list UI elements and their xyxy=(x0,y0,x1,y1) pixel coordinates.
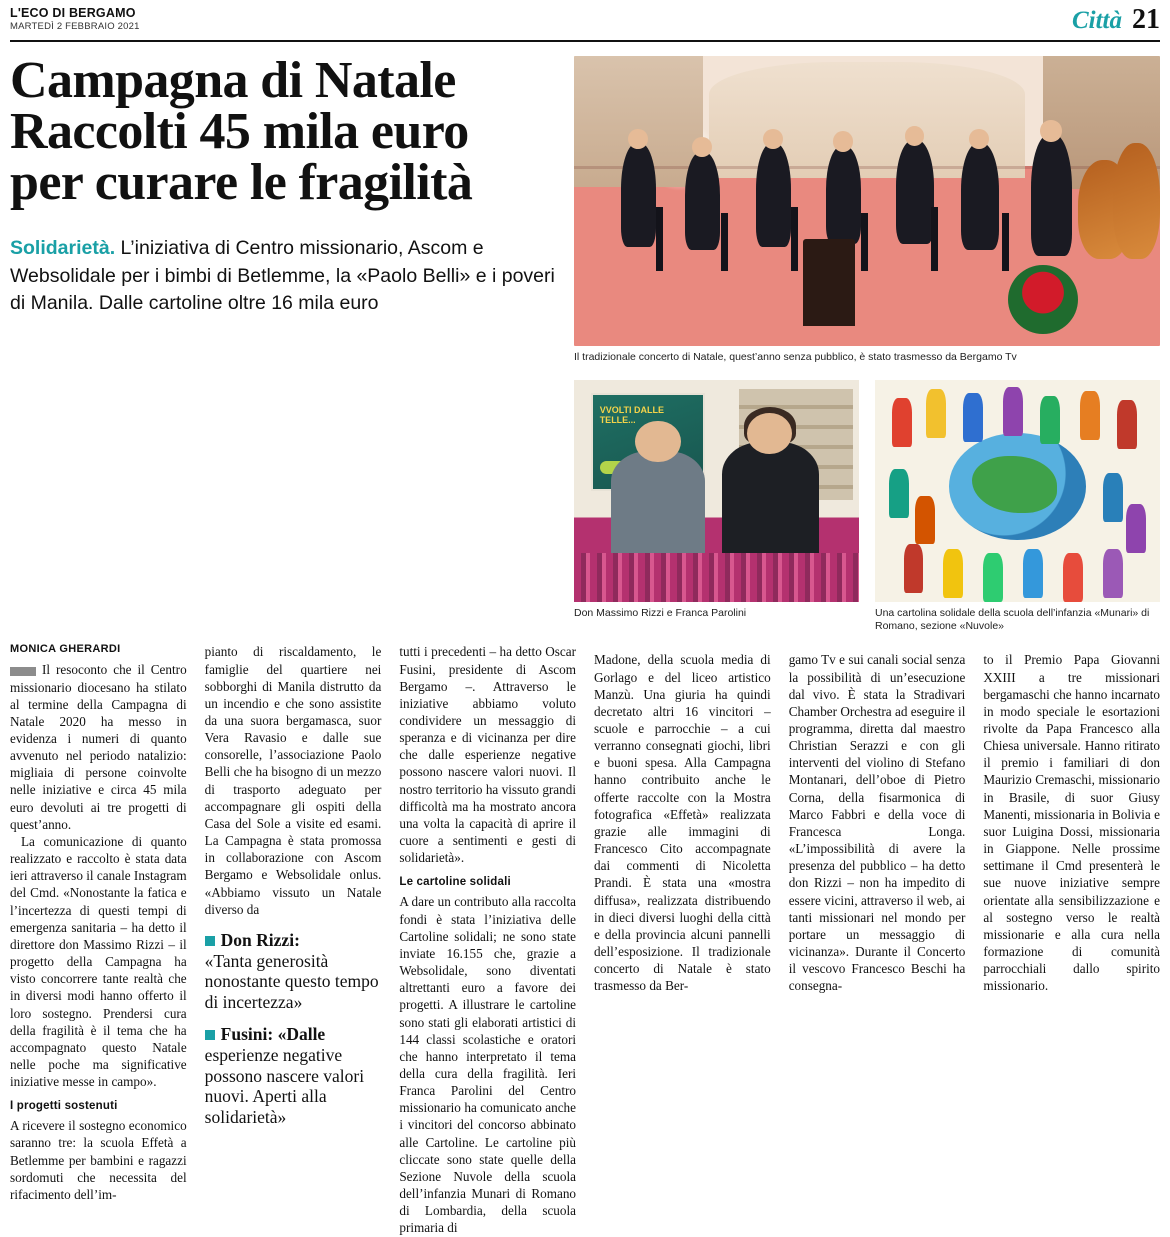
section-title: Città xyxy=(1071,6,1122,34)
child-figure xyxy=(1103,549,1123,598)
masthead-rule xyxy=(10,40,1160,42)
paragraph: La comunicazione di quanto realizzato e raccolto è stata data ieri attraverso il canale Instagram del Cmd. «Nonostante la fatica e l’incertezza di questi tempi di emergenza sanitaria – ha detto il direttore don Massimo Rizzi – il progetto della Campagna ha visto concorrere tante realtà che in diversi modi hanno offerto il loro sostegno. Prendersi cura della fragilità è il tema che ha accompagnato questo Natale nelle poche ma significative iniziative messe in campo». xyxy=(10,833,187,1090)
article-standfirst xyxy=(10,235,558,318)
child-figure xyxy=(915,496,935,545)
paragraph: A dare un contributo alla raccolta fondi è stata l’iniziativa delle Cartoline solidali; ne sono state inviate 16.155 che, grazie a Websolidale, sono diventati altrettanti euro a favore dei progetti. A illustrare le cartoline sono stati gli elaborati artistici di 144 classi scolastiche e oratori che hanno interpretato il tema della cura della fragilità. Ieri Franca Parolini del Centro missionario ha comunicato anche i vincitori del concorso abbinato alle Cartoline. Le cartoline più cliccate sono state quelle della Sezione Nuvole della scuola dell’infanzia Munari di Romano di Lombardia, della scuola primaria di xyxy=(399,894,577,1236)
body-column-1 xyxy=(10,643,187,1236)
paragraph: tutti i precedenti – ha detto Oscar Fusini, presidente di Ascom Bergamo –. Attraverso le iniziative abbiamo voluto condividere un messaggio di speranza e di vicinanza per dire che dalle esperienze negative possono nascere valori nuovi. Il nostro territorio ha vissuto grandi difficoltà ma ha mostrato ancora una volta la capacità di aprire il cuore a sentimenti e gesti di solidarietà». xyxy=(399,644,577,866)
paragraph: Madone, della scuola media di Gorlago e del liceo artistico Manzù. Una giuria ha quindi decretato altri 16 vincitori – scuole e parrocchie – a cui verranno consegnati giochi, libri e buoni spesa. Alla Campagna hanno contribuito anche le offerte raccolte con la Mostra fotografica «Effetà» realizzata grazie alle immagini di Francesco Cito accompagnate dai commenti di Nicoletta Prandi. È stata una «mostra diffusa», realizzata distribuendo in dieci diversi luoghi della città e della provincia alcuni pannelli dell’esposizione. Il tradizionale concerto di Natale è stato trasmesso da Ber- xyxy=(594,652,771,994)
pullquote-text: «Tanta generosità nonostante questo tempo di incertezza» xyxy=(204,950,379,1012)
secondary-photos xyxy=(574,380,1160,633)
child-figure xyxy=(1040,396,1060,445)
concerto-natale-photo xyxy=(574,56,1160,346)
subheading-progetti: I progetti sostenuti xyxy=(10,1100,118,1113)
musician-head xyxy=(905,126,925,146)
masthead xyxy=(10,0,1160,38)
headline-line-3: per curare le fragilità xyxy=(10,153,473,211)
subheading-cartoline: Le cartoline solidali xyxy=(399,876,511,889)
body-column-4 xyxy=(594,643,771,1236)
masthead-right xyxy=(1072,6,1160,34)
child-figure xyxy=(943,549,963,598)
article-body xyxy=(10,643,1160,1236)
musician xyxy=(621,143,656,247)
child-figure xyxy=(1117,400,1137,449)
woman-head xyxy=(747,413,792,454)
music-stand xyxy=(861,213,868,271)
music-stand xyxy=(656,207,663,271)
photo-c-image xyxy=(875,380,1160,602)
paragraph: gamo Tv e sui canali social senza la possibilità di un’esecuzione dal vivo. È stata la Stradivari Chamber Orchestra ad eseguire il programma, diretta dal maestro Christian Serazzi e con gli interventi del violino di Stefano Montanari, dell’oboe di Pietro Corna, della fisarmonica di Marco Fabbri e della voce di Francesca Longa. «L’impossibilità di avere la presenza del pubblico – ha detto don Rizzi – non ha impedito di essere vicini, attraverso il web, ai tanti missionari nel mondo per portare un messaggio di vicinanza». Durante il Concerto il vescovo Francesco Beschi ha consegna- xyxy=(788,652,966,994)
body-column-6 xyxy=(983,643,1160,1236)
photo-column xyxy=(574,56,1160,633)
musician xyxy=(826,146,861,245)
musician-head xyxy=(969,129,989,149)
paragraph: pianto di riscaldamento, le famiglie del quartiere nei sobborghi di Manila distrutto da un incendio e che sono assistite da una suora bergamasca, suor Vera Ravasio e dalle sue consorelle, l’associazione Paolo Belli che ha bisogno di un mezzo di trasporto adeguato per accompagnare gli ospiti della Casa del Sole a visite ed esami. La Campagna è stata promossa in collaborazione con Ascom Bergamo e Websolidale onlus. «Abbiamo vissuto un Natale diverso da xyxy=(204,644,382,917)
music-stand xyxy=(1002,213,1009,271)
child-figure xyxy=(889,469,909,518)
masthead-left xyxy=(10,6,140,33)
children-drawing-illustration xyxy=(875,380,1160,602)
poinsettia-plant xyxy=(1008,265,1078,335)
body-column-3 xyxy=(399,643,576,1236)
body-column-5 xyxy=(789,643,966,1236)
column-spacer xyxy=(789,643,966,651)
child-figure xyxy=(1063,553,1083,602)
pullquote-don-rizzi xyxy=(205,930,382,1013)
table-cloth xyxy=(574,553,859,602)
photo-b-image xyxy=(574,380,859,602)
publication-date: MARTEDÌ 2 FEBBRAIO 2021 xyxy=(10,21,140,33)
paragraph xyxy=(10,661,187,833)
orchestra-illustration xyxy=(574,56,1160,346)
headline-line-1: Campagna di Natale xyxy=(10,52,456,109)
pullquote-fusini xyxy=(205,1024,382,1127)
musician xyxy=(1031,134,1072,256)
double-bass xyxy=(1113,143,1160,259)
musician-head xyxy=(628,129,648,149)
paragraph: A ricevere il sostegno economico saranno tre: la scuola Effetà a Betlemme per bambini e ragazzi sordomuti che necessita del rifacimento dell’im- xyxy=(10,1118,187,1202)
photo-b-caption: Don Massimo Rizzi e Franca Parolini xyxy=(574,607,747,620)
main-photo-caption: Il tradizionale concerto di Natale, quest’anno senza pubblico, è stato trasmesso da Bergamo Tv xyxy=(574,351,1017,363)
column-spacer xyxy=(594,643,771,651)
poster-text: VVOLTI DALLE TELLE... xyxy=(599,404,665,426)
child-figure xyxy=(1023,549,1043,598)
child-figure xyxy=(892,398,912,447)
child-figure xyxy=(1126,504,1146,553)
cartolina-solidale-photo xyxy=(875,380,1160,633)
column-spacer xyxy=(983,643,1160,651)
musician xyxy=(685,152,720,251)
child-figure xyxy=(1003,387,1023,436)
music-stand xyxy=(721,213,728,271)
pullquote-speaker: Don Rizzi: xyxy=(220,929,300,950)
headline-line-2: Raccolti 45 mila euro xyxy=(10,102,469,160)
article-byline: MONICA GHERARDI xyxy=(10,643,121,656)
floor-line xyxy=(574,166,1160,169)
portrait-illustration xyxy=(574,380,859,602)
article-headline xyxy=(10,52,558,211)
pullquote-text: esperienze negative possono nascere valori nuovi. Aperti alla solidarietà» xyxy=(204,1045,365,1127)
paragraph-text: Il resoconto che il Centro missionario diocesano ha stilato al termine della Campagna di Natale 2020 ha messo in evidenza i numeri di quanto avvenuto nel periodo natalizio: migliaia di persone coinvolte nelle iniziative e circa 45 mila euro devoluti ai tre progetti di quest’anno. xyxy=(10,662,187,832)
headline-column xyxy=(10,52,558,633)
musician xyxy=(896,140,934,244)
musician-head xyxy=(1040,120,1061,142)
photo-c-caption: Una cartolina solidale della scuola dell’infanzia «Munari» di Romano, sezione «Nuvole» xyxy=(875,607,1150,633)
man-head xyxy=(635,421,680,462)
chair xyxy=(803,239,856,326)
body-column-2 xyxy=(205,643,382,1236)
paper-title: L'ECO DI BERGAMO xyxy=(10,6,136,20)
pullquote-speaker: Fusini: «Dalle xyxy=(220,1024,326,1045)
music-stand xyxy=(791,207,798,271)
don-rizzi-parolini-photo xyxy=(574,380,859,633)
top-section xyxy=(10,52,1160,633)
child-figure xyxy=(1103,473,1123,522)
pullquote-bullet-icon xyxy=(205,936,215,946)
child-figure xyxy=(983,553,1003,602)
music-stand xyxy=(931,207,938,271)
child-figure xyxy=(1080,391,1100,440)
child-figure xyxy=(963,393,983,442)
paragraph: to il Premio Papa Giovanni XXIII a tre missionari bergamaschi che hanno incarnato in modo speciale le esortazioni rivolte da Papa Francesco alla Chiesa universale. Hanno ritirato il premio i familiari di don Maurizio Cremaschi, missionario in Brasile, di suor Giusy Manenti, missionaria in Bolivia e suor Luigina Dossi, missionaria in Giappone. Nelle prossime settimane il Cmd presenterà le sue nuove iniziative sempre orientate alla sensibilizzazione e al sostegno verso le realtà missionarie e alla cura nella formazione di comunità parrocchiali dallo spirito missionario. xyxy=(983,652,1161,994)
musician-head xyxy=(833,131,853,151)
musician xyxy=(756,143,791,247)
standfirst-text: L’iniziativa di Centro missionario, Ascom e Websolidale per i bimbi di Betlemme, la «Paolo Belli» e i poveri di Manila. Dalle cartoline oltre 16 mila euro xyxy=(10,236,555,315)
child-figure xyxy=(904,544,924,593)
musician-head xyxy=(763,129,783,149)
pullquote-bullet-icon xyxy=(205,1030,215,1040)
musician xyxy=(961,143,999,250)
paragraph-marker xyxy=(10,667,36,676)
standfirst-label: Solidarietà. xyxy=(10,236,116,259)
page-number: 21 xyxy=(1132,4,1160,35)
child-figure xyxy=(926,389,946,438)
